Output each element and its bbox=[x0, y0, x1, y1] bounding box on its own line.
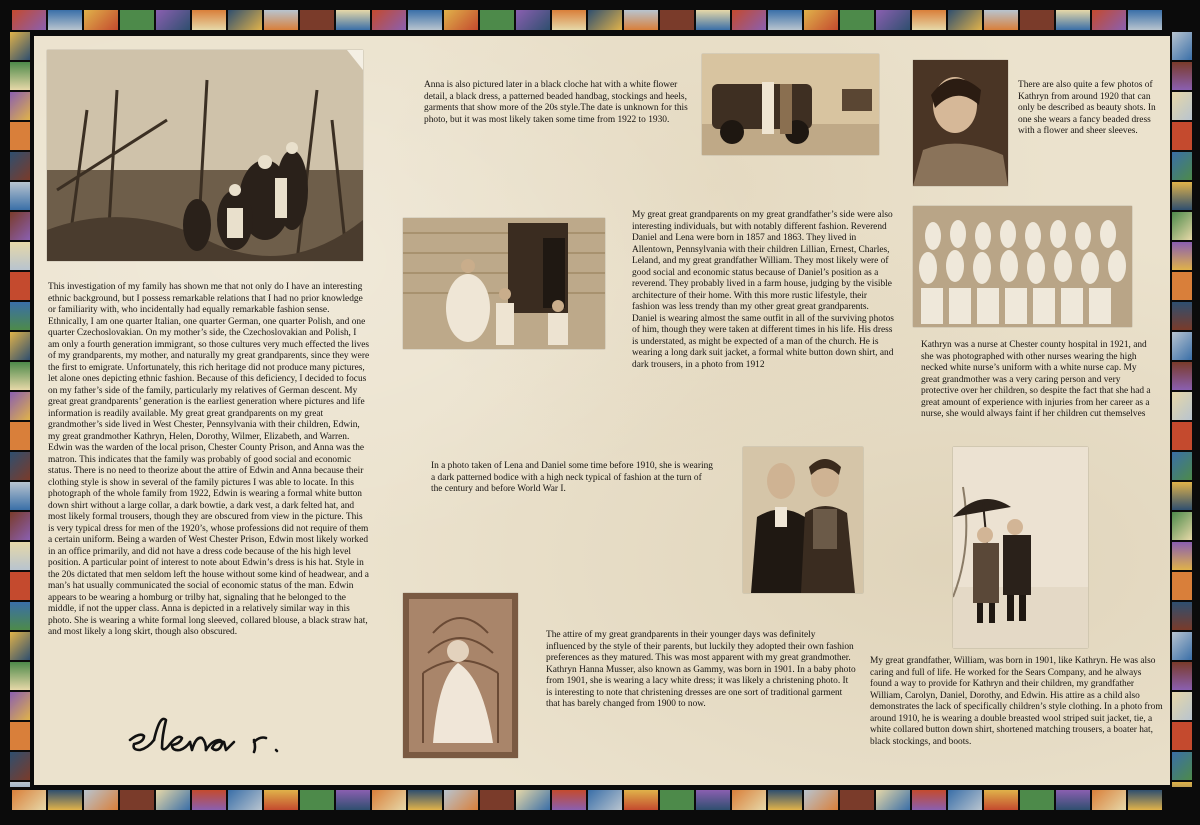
mosaic-tile bbox=[1172, 62, 1192, 90]
kathryn-portrait-photo bbox=[913, 60, 1008, 186]
mosaic-tile bbox=[10, 392, 30, 420]
mosaic-tile bbox=[10, 512, 30, 540]
mosaic-tile bbox=[480, 790, 514, 810]
mosaic-tile bbox=[300, 10, 334, 30]
mosaic-tile bbox=[156, 790, 190, 810]
mosaic-tile bbox=[10, 272, 30, 300]
mosaic-tile bbox=[228, 790, 262, 810]
mosaic-tile bbox=[696, 790, 730, 810]
attire-paragraph: The attire of my great grandparents in their younger days was definitely influenced by the style of their parents, but luckily they adopted their own fashion preferences as they matured. This was most apparent with my great grandmother. Kathryn Hanna Musser, also known as Gammy, was born in 1901. In a baby photo from 1901, she is wearing a lacy white dress; it was likely a christening photo. It is interesting to note that christening dresses are one sort of traditional garment that has barely changed from 1900 to now. bbox=[546, 630, 856, 709]
mosaic-tile bbox=[624, 790, 658, 810]
mosaic-tile bbox=[120, 10, 154, 30]
mosaic-tile bbox=[1172, 572, 1192, 600]
anna-later-caption: Anna is also pictured later in a black cloche hat with a white flower detail, a black dress, a patterned beaded handbag, stockings and heels, garments that show more of the 20s style.The date is unknown for this photo, but it was most likely taken some time from 1922 to 1930. bbox=[424, 80, 688, 125]
lena-daniel-portrait-photo bbox=[743, 447, 863, 593]
mosaic-tile bbox=[876, 10, 910, 30]
mosaic-tile bbox=[10, 782, 30, 787]
mosaic-tile bbox=[840, 790, 874, 810]
mosaic-tile bbox=[624, 10, 658, 30]
mosaic-tile bbox=[336, 790, 370, 810]
daniel-family-farmhouse-photo bbox=[403, 218, 605, 349]
mosaic-tile bbox=[1172, 152, 1192, 180]
mosaic-tile bbox=[516, 790, 550, 810]
mosaic-tile bbox=[696, 10, 730, 30]
mosaic-tile bbox=[1172, 332, 1192, 360]
mosaic-tile bbox=[1172, 662, 1192, 690]
nurse-caption: Kathryn was a nurse at Chester county hospital in 1921, and she was photographed with other nurses wearing the high necked white nurse’s uniform with a white nurse cap. My great grandmother was a very caring person and very protective over her children, so despite the fact that she had a great amount of experience with injuries from her career as a nurse, she would always faint if her children cut themselves bbox=[921, 340, 1151, 419]
mosaic-tile bbox=[1056, 10, 1090, 30]
mosaic-tile bbox=[588, 10, 622, 30]
mosaic-tile bbox=[372, 790, 406, 810]
mosaic-tile bbox=[1020, 790, 1054, 810]
mosaic-tile bbox=[228, 10, 262, 30]
mosaic-tile bbox=[1172, 392, 1192, 420]
mosaic-tile bbox=[1128, 790, 1162, 810]
mosaic-tile bbox=[1172, 362, 1192, 390]
mosaic-tile bbox=[1172, 632, 1192, 660]
mosaic-tile bbox=[984, 790, 1018, 810]
anna-car-photo bbox=[702, 54, 879, 155]
mosaic-tile bbox=[10, 182, 30, 210]
mosaic-tile bbox=[192, 10, 226, 30]
mosaic-tile bbox=[372, 10, 406, 30]
mosaic-tile bbox=[10, 332, 30, 360]
mosaic-tile bbox=[444, 790, 478, 810]
handwritten-signature bbox=[126, 710, 296, 760]
nurses-group-photo bbox=[913, 206, 1132, 327]
mosaic-tile bbox=[1092, 790, 1126, 810]
mosaic-tile bbox=[1128, 10, 1162, 30]
mosaic-tile bbox=[84, 790, 118, 810]
mosaic-tile bbox=[480, 10, 514, 30]
mosaic-tile bbox=[10, 62, 30, 90]
mosaic-tile bbox=[1172, 212, 1192, 240]
mosaic-tile bbox=[912, 790, 946, 810]
mosaic-tile bbox=[1172, 782, 1192, 787]
mosaic-tile bbox=[912, 10, 946, 30]
mosaic-tile bbox=[1172, 692, 1192, 720]
mosaic-tile bbox=[10, 722, 30, 750]
mosaic-border-top bbox=[12, 10, 1188, 30]
mosaic-tile bbox=[10, 752, 30, 780]
family-photo-1922 bbox=[47, 50, 363, 261]
mosaic-tile bbox=[1092, 10, 1126, 30]
mosaic-tile bbox=[1172, 302, 1192, 330]
mosaic-tile bbox=[1172, 272, 1192, 300]
mosaic-tile bbox=[768, 790, 802, 810]
mosaic-tile bbox=[732, 10, 766, 30]
mosaic-tile bbox=[804, 790, 838, 810]
mosaic-border-right bbox=[1172, 32, 1192, 787]
mosaic-tile bbox=[660, 10, 694, 30]
mosaic-tile bbox=[48, 790, 82, 810]
mosaic-tile bbox=[408, 790, 442, 810]
mosaic-tile bbox=[1172, 92, 1192, 120]
mosaic-tile bbox=[804, 10, 838, 30]
mosaic-tile bbox=[10, 692, 30, 720]
mosaic-tile bbox=[1172, 482, 1192, 510]
mosaic-tile bbox=[10, 92, 30, 120]
mosaic-tile bbox=[10, 662, 30, 690]
mosaic-tile bbox=[10, 572, 30, 600]
mosaic-tile bbox=[10, 542, 30, 570]
lena-1910-caption: In a photo taken of Lena and Daniel some time before 1910, she is wearing a dark patterned bodice with a high neck typical of fashion at the turn of the century and before World War I. bbox=[431, 461, 713, 494]
mosaic-tile bbox=[10, 212, 30, 240]
mosaic-tile bbox=[10, 482, 30, 510]
mosaic-tile bbox=[12, 10, 46, 30]
mosaic-tile bbox=[10, 152, 30, 180]
mosaic-tile bbox=[156, 10, 190, 30]
mosaic-tile bbox=[1172, 602, 1192, 630]
mosaic-tile bbox=[10, 122, 30, 150]
mosaic-tile bbox=[336, 10, 370, 30]
mosaic-tile bbox=[552, 10, 586, 30]
mosaic-tile bbox=[264, 790, 298, 810]
william-umbrella-photo bbox=[953, 447, 1088, 648]
mosaic-tile bbox=[1056, 790, 1090, 810]
mosaic-tile bbox=[1172, 32, 1192, 60]
mosaic-tile bbox=[732, 790, 766, 810]
mosaic-tile bbox=[1172, 422, 1192, 450]
mosaic-tile bbox=[1172, 122, 1192, 150]
mosaic-tile bbox=[876, 790, 910, 810]
father-side-paragraph: My great great grandparents on my great grandfather’s side were also interesting individuals, but with notably different fashion. Reverend Daniel and Lena were born in 1857 and 1863. They lived in Allentown, Pennsylvania with their children Lillian, Ernest, Charles, Leland, and my great grandfather William. They most likely were of good social and economic status because of Daniel’s position as a reverend. They probably lived in a farm house, judging by the visible architecture of their home. With this more rustic lifestyle, their fashion was less trendy than my other great great grandparents. Daniel is wearing almost the same outfit in all of the surviving photos of him, though they were taken at different times in his life. His dress is understated, as might be expected of a man of the church. He is wearing a long dark suit jacket, a formal white button down shirt, and dark trousers, in a photo from 1912 bbox=[632, 210, 894, 370]
mosaic-tile bbox=[948, 10, 982, 30]
mosaic-tile bbox=[1172, 542, 1192, 570]
mosaic-tile bbox=[1172, 182, 1192, 210]
mosaic-tile bbox=[10, 602, 30, 630]
mosaic-tile bbox=[192, 790, 226, 810]
mosaic-tile bbox=[1172, 512, 1192, 540]
mosaic-tile bbox=[588, 790, 622, 810]
mosaic-tile bbox=[300, 790, 334, 810]
mosaic-border-left bbox=[10, 32, 30, 787]
mosaic-tile bbox=[48, 10, 82, 30]
mosaic-tile bbox=[1172, 242, 1192, 270]
mosaic-tile bbox=[10, 632, 30, 660]
mosaic-tile bbox=[444, 10, 478, 30]
mosaic-tile bbox=[1172, 452, 1192, 480]
mosaic-tile bbox=[264, 10, 298, 30]
mosaic-tile bbox=[10, 422, 30, 450]
mosaic-tile bbox=[408, 10, 442, 30]
mosaic-tile bbox=[12, 790, 46, 810]
mosaic-tile bbox=[516, 10, 550, 30]
mosaic-border-bottom bbox=[12, 790, 1188, 810]
mosaic-tile bbox=[768, 10, 802, 30]
mosaic-tile bbox=[120, 790, 154, 810]
mosaic-tile bbox=[10, 242, 30, 270]
baby-christening-photo bbox=[403, 593, 518, 758]
mosaic-tile bbox=[984, 10, 1018, 30]
mosaic-tile bbox=[10, 302, 30, 330]
mosaic-tile bbox=[1172, 752, 1192, 780]
mosaic-tile bbox=[1172, 722, 1192, 750]
mosaic-tile bbox=[1020, 10, 1054, 30]
intro-paragraph: This investigation of my family has shown me that not only do I have an interesting ethnic background, but I possess remarkable relations that I had no prior knowledge or familiarity with, who incidentally had equally remarkable fashion sense. Ethnically, I am one quarter Italian, one quarter German, one quarter Polish, and one quarter Czechoslovakian. On my mother’s side, the Czechoslovakian and Polish, I am only a fourth generation immigrant, so those cultures very much effected the lives of my grandparents, my mother, and naturally my great grandparents, since they were the first to emigrate. Unfortunately, this rich heritage did not produce many pictures, let alone ones depicting ethnic fashion. Because of this deficiency, I decided to focus on my father’s side of the family, particularly my relatives of German descent. My great great grandparents’ generation is the earliest generation where pictures and life information is readily available. My great great grandparents on my great grandmother’s side lived in West Chester, Pennsylvania with their children, Edwin, my great grandmother Kathryn, Helen, Dorothy, Wilmer, Elizabeth, and Warren. Edwin was the warden of the local prison, Chester County Prison, and Anna was the matron. This indicates that the family was probably of good social and economic status. There is no need to theorize about the attire of Edwin and Anna because their clothing style is show in several of the family pictures I was able to locate. In this photograph of the whole family from 1922, Edwin is wearing a formal white button down shirt without a large collar, a dark bowtie, a dark vest, a dark felted hat, and most likely formal trousers, though they are obscured from view in the picture. This is very typical dress for men of the 1920’s, whose professions did not require of them a certain uniform. Being a warden of West Chester Prison, Edwin most likely worked in an office primarily, and did not have a dress code because of the his high level position. A particular point of interest to note about Edwin’s dress is his hat. Style in the 20s dictated that men seldom left the house without some kind of headwear, and a man’s hat usually communicated the social of economic status of the man. Edwin appears to be wearing a homburg or trilby hat, signaling that he belonged to the middle, if not the upper class. Anna is depicted in a relatively similar way in this photo. She is wearing a white formal long sleeved, collared blouse, a black straw hat, and most likely a long skirt, though also obscured. bbox=[48, 282, 370, 637]
mosaic-tile bbox=[10, 452, 30, 480]
kathryn-1920-caption: There are also quite a few photos of Kathryn from around 1920 that can only be described as beauty shots. In one she wears a fancy beaded dress with a flower and sheer sleeves. bbox=[1018, 80, 1156, 136]
mosaic-tile bbox=[10, 32, 30, 60]
mosaic-tile bbox=[84, 10, 118, 30]
mosaic-tile bbox=[10, 362, 30, 390]
mosaic-tile bbox=[840, 10, 874, 30]
mosaic-tile bbox=[660, 790, 694, 810]
mosaic-tile bbox=[552, 790, 586, 810]
william-paragraph: My great grandfather, William, was born in 1901, like Kathryn. He was also caring and full of life. He worked for the Sears Company, and he always found a way to provide for Kathryn and their children, my grandfather William, Carolyn, Daniel, Dorothy, and Edwin. His attire as a child also demonstrates the lack of specifically children’s style clothing. In a photo from around 1910, he is wearing a double breasted wool striped suit jacket, tie, a white collared button down shirt, shortened matching trousers, a boater hat, black stockings, and boots. bbox=[870, 656, 1163, 747]
mosaic-tile bbox=[948, 790, 982, 810]
